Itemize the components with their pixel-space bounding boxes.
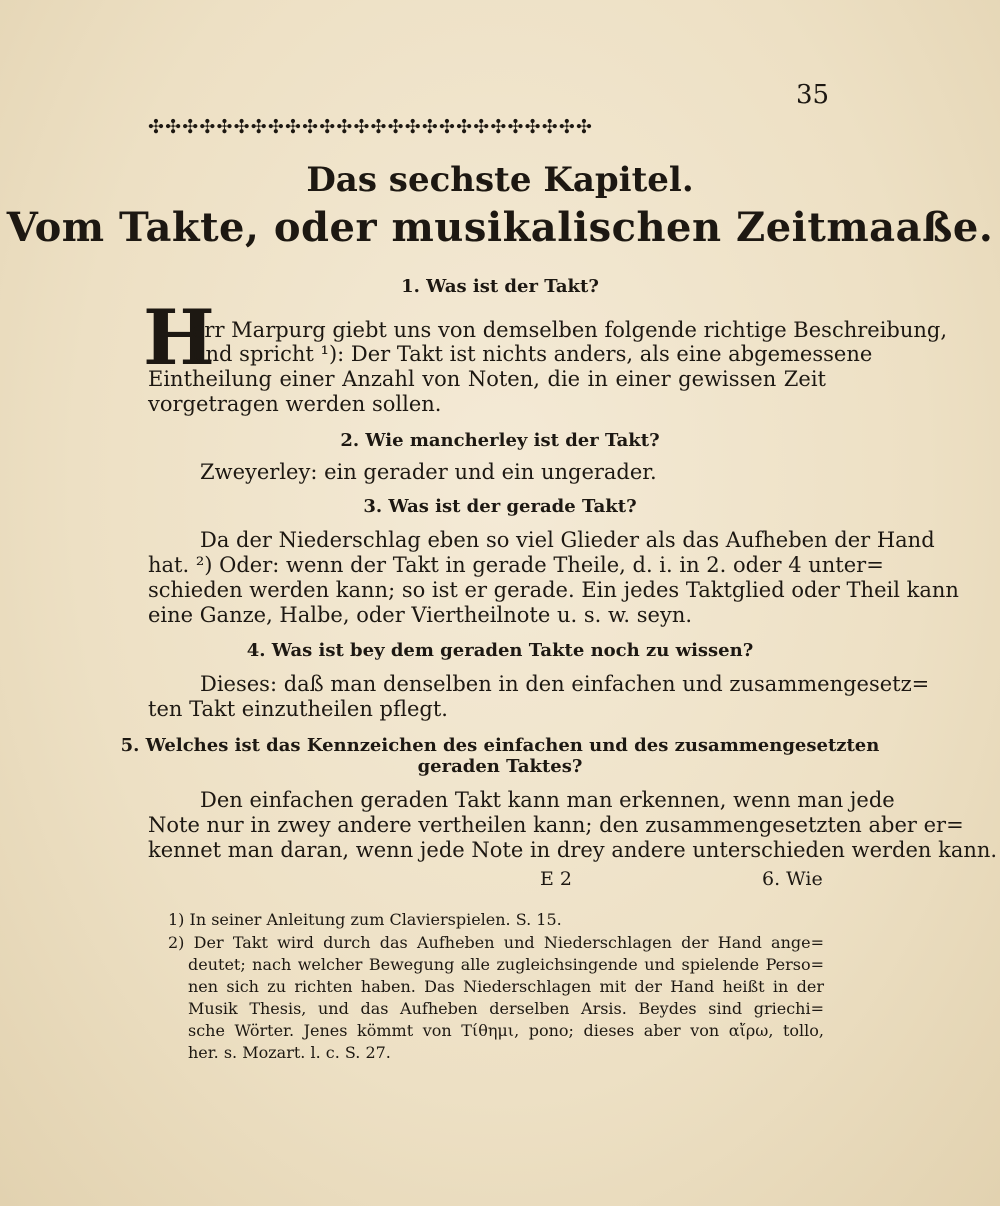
question-3: 3. Was ist der gerade Takt? <box>363 496 637 517</box>
chapter-title: Vom Takte, oder musikalischen Zeitmaaße. <box>6 204 994 251</box>
drop-cap: H <box>143 293 215 382</box>
footnote: sche Wörter. Jenes kömmt von Τίθημι, pono; dieses aber von αἴρω, tollo, <box>188 1021 824 1040</box>
chapter-heading: Das sechste Kapitel. <box>306 160 694 200</box>
question-5: 5. Welches ist das Kennzeichen des einfachen und des zusammengesetzten <box>120 735 880 756</box>
page-number: 35 <box>796 80 830 110</box>
body-line: Da der Niederschlag eben so viel Glieder als das Aufheben der Hand <box>200 528 935 552</box>
body-line: ten Takt einzutheilen pflegt. <box>148 697 448 721</box>
footnote: 1) In seiner Anleitung zum Clavierspielen. S. 15. <box>168 910 562 929</box>
footnote: 2) Der Takt wird durch das Aufheben und Niederschlagen der Hand ange= <box>168 933 824 952</box>
body-line: Zweyerley: ein gerader und ein ungerader. <box>200 460 657 484</box>
footnote: her. s. Mozart. l. c. S. 27. <box>188 1043 391 1062</box>
body-line: und spricht ¹): Der Takt ist nichts anders, als eine abgemessene <box>192 342 873 366</box>
body-line: err Marpurg giebt uns von demselben folgende richtige Beschreibung, <box>192 318 948 342</box>
question-2: 2. Wie mancherley ist der Takt? <box>340 430 660 451</box>
body-line: Eintheilung einer Anzahl von Noten, die in einer gewissen Zeit <box>148 367 826 391</box>
body-line: eine Ganze, Halbe, oder Viertheilnote u. s. w. seyn. <box>148 603 693 627</box>
footnote: nen sich zu richten haben. Das Niederschlagen mit der Hand heißt in der <box>188 977 824 996</box>
footnote: deutet; nach welcher Bewegung alle zugleichsingende und spielende Perso= <box>188 955 824 974</box>
footnote: Musik Thesis, und das Aufheben derselben Arsis. Beydes sind griechi= <box>188 999 824 1018</box>
ornament-rule: ✣✣✣✣✣✣✣✣✣✣✣✣✣✣✣✣✣✣✣✣✣✣✣✣✣✣ <box>148 116 594 138</box>
body-line: vorgetragen werden sollen. <box>148 392 442 416</box>
body-line: Dieses: daß man denselben in den einfachen und zusammengesetz= <box>200 672 930 696</box>
body-line: Note nur in zwey andere vertheilen kann; den zusammengesetzten aber er= <box>148 813 964 837</box>
catchword: 6. Wie <box>762 868 823 890</box>
question-1: 1. Was ist der Takt? <box>401 276 599 297</box>
body-line: hat. ²) Oder: wenn der Takt in gerade Theile, d. i. in 2. oder 4 unter= <box>148 553 884 577</box>
question-4: 4. Was ist bey dem geraden Takte noch zu wissen? <box>246 640 754 661</box>
question-5-continued: geraden Taktes? <box>417 756 583 777</box>
signature-mark: E 2 <box>540 868 572 890</box>
body-line: schieden werden kann; so ist er gerade. Ein jedes Taktglied oder Theil kann <box>148 578 959 602</box>
body-line: Den einfachen geraden Takt kann man erkennen, wenn man jede <box>200 788 895 812</box>
body-line: kennet man daran, wenn jede Note in drey andere unterschieden werden kann. <box>148 838 998 862</box>
